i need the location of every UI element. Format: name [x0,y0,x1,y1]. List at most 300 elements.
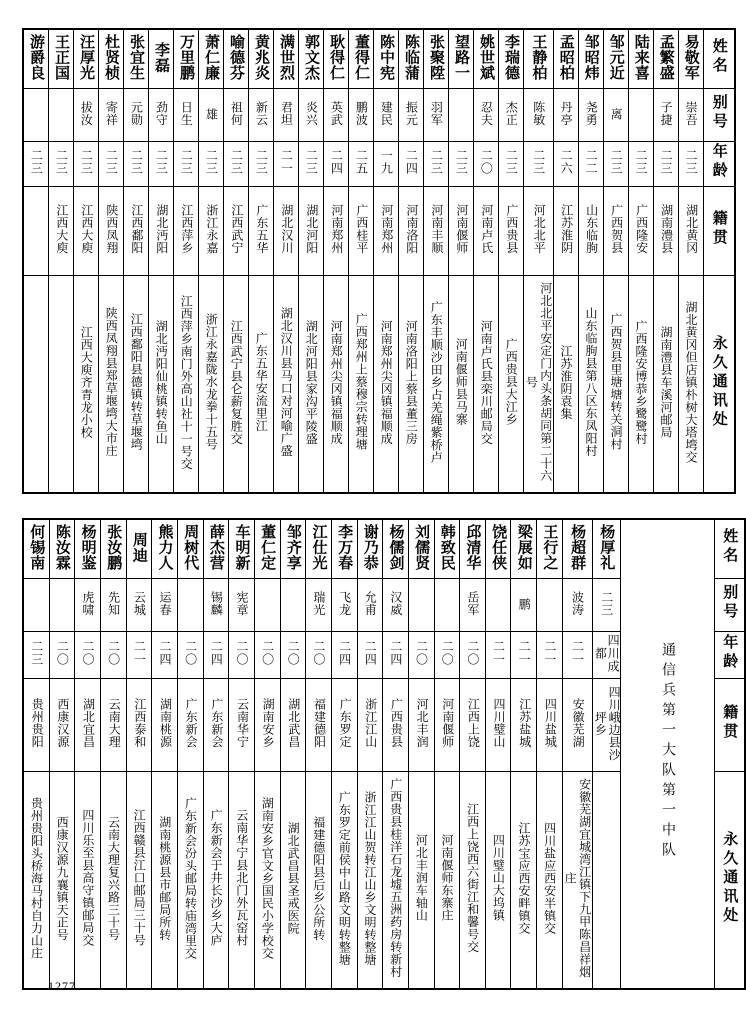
cell-alias [152,579,178,632]
row-name [23,29,735,89]
cell-origin-text: 广西贵县 [504,204,519,254]
cell-name-text: 孟繁盛 [657,33,676,81]
cell-age-text: 二四 [157,640,172,666]
cell-name [349,29,374,89]
cell-name-text: 董仁定 [259,523,278,571]
cell-name-text: 韩致民 [438,523,457,571]
cell-alias [603,89,628,142]
cell-name [249,29,274,89]
cell-name [324,29,349,89]
label-address [703,276,735,494]
cell-address [324,276,349,494]
label-address [714,772,745,990]
cell-alias [75,579,101,632]
cell-name [74,29,99,89]
cell-name [23,519,49,579]
cell-name-text: 孟昭柏 [557,33,576,81]
cell-age-text: 二〇 [106,640,121,666]
cell-origin [357,679,383,772]
cell-alias [224,89,249,142]
cell-origin-text: 浙江永嘉 [204,204,219,254]
cell-origin-text: 河南郑州 [379,204,394,254]
label-age [703,142,735,187]
cell-origin-text: 湖北黄冈 [684,204,699,254]
cell-address-text: 广东罗定前侯中山路文明转整塘 [337,790,352,966]
cell-origin-text: 四川璧山 [492,698,507,748]
cell-address [124,276,149,494]
cell-alias-text: 子捷 [659,100,674,126]
cell-age-text: 二一 [517,640,532,666]
cell-alias [203,579,229,632]
cell-name-text: 董得仁 [352,33,371,81]
cell-name-text: 满世烈 [277,33,296,81]
label-origin [714,679,745,772]
unit-title-text: 通信兵第一大队第一中队 [660,642,677,862]
cell-origin-text: 湖南安乡 [261,698,276,748]
cell-age-text: 二〇 [81,640,95,666]
cell-name-text: 张汝鹏 [105,523,124,571]
cell-age-text: 二三 [229,149,244,175]
label-origin-text: 籍贯 [721,704,740,742]
cell-origin-text: 湖北河阳 [304,204,319,254]
cell-alias-text: 飞龙 [337,590,352,616]
label-name-text: 姓名 [721,528,740,566]
cell-name [424,29,449,89]
cell-name-text: 望路一 [452,33,471,81]
cell-origin [254,679,280,772]
cell-origin-text: 广东五华 [254,204,269,254]
cell-age-text: 二三 [179,149,194,175]
cell-age [474,142,499,187]
cell-origin-text: 湖北武昌 [286,698,301,748]
cell-origin-text: 河南卢氏 [479,204,494,254]
cell-name [511,519,537,579]
cell-age-text: 二三 [204,149,219,175]
cell-origin [74,187,99,276]
cell-name-text: 何锡南 [28,523,47,571]
cell-address-text: 湖南澧县车溪河邮局 [658,325,673,439]
cell-address-text: 湖北沔阳仙桃镇转鱼山 [154,319,169,445]
cell-address-text: 云南华宁县北门外瓦窑村 [234,809,249,947]
cell-age-text: 二三 [104,149,119,175]
cell-origin-text: 湖北汉川 [279,204,294,254]
cell-name-text: 杨厚礼 [598,523,617,571]
cell-alias-text: 杰正 [504,100,519,126]
cell-age-text: 四川成都 [593,633,621,673]
cell-alias [357,579,383,632]
cell-origin-text: 河南丰顺 [429,204,444,254]
cell-origin [249,187,274,276]
cell-age-text: 二五 [354,149,369,175]
cell-origin-text: 湖北宜昌 [81,698,96,748]
cell-alias [678,89,703,142]
cell-age-text: 二三 [29,149,44,175]
cell-name-text: 邱清华 [464,523,483,571]
cell-name [374,29,399,89]
cell-age [177,632,203,679]
cell-address [274,276,299,494]
cell-age-text: 二三 [29,640,44,666]
cell-name-text: 喻德芬 [227,33,246,81]
cell-origin [49,187,74,276]
cell-address-text: 四川乐至县高守镇邮局交 [80,809,95,947]
cell-address [306,772,332,990]
cell-name [449,29,474,89]
cell-alias [628,89,653,142]
cell-alias-text: 汉威 [388,590,403,616]
cell-address [578,276,603,494]
cell-address-text: 陕西凤翔县郑草堰塆大市庄 [104,307,119,457]
label-alias-text: 别号 [721,584,740,622]
cell-age-text: 二〇 [234,640,249,666]
cell-alias-text: 允甫 [363,590,378,616]
cell-name [460,519,486,579]
cell-address-text: 浙江江山贺转江山乡文明转整塘 [363,790,378,966]
cell-alias [553,89,578,142]
cell-age-text: 一九 [379,149,394,175]
cell-origin [324,187,349,276]
cell-alias-text: 忍夫 [479,100,494,126]
cell-origin-text: 江西萍乡 [179,204,194,254]
cell-age [399,142,424,187]
cell-address [74,276,99,494]
cell-origin [75,679,101,772]
cell-address [126,772,152,990]
cell-name-text: 邹齐享 [284,523,303,571]
cell-alias-text: 炎兴 [304,100,319,126]
cell-age-text: 二〇 [260,640,275,666]
cell-age-text: 二四 [209,640,224,666]
cell-age [274,142,299,187]
cell-name [537,519,563,579]
cell-alias-text: 锡麟 [209,590,224,616]
cell-age [299,142,324,187]
cell-name-text: 黄兆炎 [252,33,271,81]
cell-origin [199,187,224,276]
cell-alias [499,89,524,142]
cell-alias-text: 元勋 [129,100,144,126]
cell-address [99,276,124,494]
cell-name [99,29,124,89]
cell-alias [199,89,224,142]
cell-address-text: 广东新会汾头邮局转庙湾里交 [183,796,198,960]
cell-age-text: 二三 [504,149,519,175]
cell-alias [434,579,460,632]
cell-origin [408,679,434,772]
cell-age-text: 二〇 [465,640,480,666]
cell-origin [174,187,199,276]
cell-age [553,142,578,187]
cell-origin-text: 陕西凤翔 [104,204,119,254]
cell-origin [23,187,49,276]
cell-alias [177,579,203,632]
cell-name-text: 梁展如 [515,523,534,571]
cell-address [434,772,460,990]
cell-origin [274,187,299,276]
cell-origin [603,187,628,276]
cell-name-text: 江仕光 [310,523,329,571]
cell-address [177,772,203,990]
cell-origin-text: 湖南澧县 [659,204,674,254]
cell-age-text: 二三 [54,149,69,175]
cell-origin [485,679,511,772]
cell-name [274,29,299,89]
cell-alias-text: 崇吾 [684,100,699,126]
cell-name [562,519,592,579]
cell-name [149,29,174,89]
row-age [23,142,735,187]
cell-alias-text: 宪章 [234,590,249,616]
cell-origin [49,679,75,772]
cell-alias-text: 鹏 [517,598,532,611]
cell-name-text: 陈中宪 [377,33,396,81]
cell-alias [249,89,274,142]
roster-table-top [22,28,736,494]
cell-alias-text: 新云 [254,100,269,126]
cell-origin-text: 广东新会 [184,698,199,748]
cell-name [299,29,324,89]
cell-name-text: 陈临蒲 [402,33,421,81]
cell-address-text: 山东临朐县第八区东凤阳村 [583,307,598,457]
label-name-text: 姓名 [710,38,729,76]
cell-name-text: 李万春 [336,523,355,571]
cell-origin [374,187,399,276]
cell-age [460,632,486,679]
cell-address-text: 江西鄱阳县德镇转草堰塆 [129,313,144,451]
cell-age-text: 二一 [570,640,585,666]
label-age-text: 年龄 [710,143,729,181]
cell-age [99,142,124,187]
cell-age-text: 二一 [279,149,294,175]
cell-address-text: 云南大理复兴路三十号 [106,815,121,941]
cell-name [653,29,678,89]
cell-origin-text: 江西大庾 [54,204,69,254]
cell-address [23,772,49,990]
cell-name [229,519,255,579]
cell-origin [306,679,332,772]
cell-address [229,772,255,990]
cell-alias [274,89,299,142]
cell-address [75,772,101,990]
cell-age [578,142,603,187]
cell-alias [229,579,255,632]
cell-age [203,632,229,679]
cell-name [678,29,703,89]
cell-age [628,142,653,187]
cell-age [524,142,554,187]
cell-age [224,142,249,187]
cell-origin-text: 广西隆安 [634,204,649,254]
cell-origin-text: 湖南桃源 [158,698,173,748]
cell-age [280,632,306,679]
cell-address [100,772,126,990]
label-origin [703,187,735,276]
cell-address [49,772,75,990]
cell-origin [399,187,424,276]
cell-address-text: 河南郑州尖冈镇福顺成 [329,319,344,445]
cell-alias [374,89,399,142]
cell-address-text: 江西武宁县仑薪复胜交 [229,319,244,445]
cell-age [331,632,357,679]
cell-age-text: 二三 [79,149,94,175]
row-address [23,276,735,494]
cell-address-text: 湖北河阳县家沟平陵盛 [304,319,319,445]
cell-address [408,772,434,990]
cell-address-text: 河南卢氏县栾川邮局交 [479,319,494,445]
cell-alias [578,89,603,142]
cell-origin [331,679,357,772]
cell-origin-text: 山东临朐 [584,204,599,254]
cell-name [383,519,409,579]
cell-name-text: 薛杰营 [207,523,226,571]
cell-name-text: 王正国 [52,33,71,81]
cell-name [124,29,149,89]
cell-name [126,519,152,579]
cell-address [383,772,409,990]
cell-address-text: 四川璧山大坞镇 [491,834,506,922]
cell-age [424,142,449,187]
cell-name [628,29,653,89]
cell-age-text: 二三 [609,149,624,175]
cell-origin-text: 浙江江山 [363,698,378,748]
cell-alias-text: 岳军 [465,590,480,616]
cell-origin-text: 云南大理 [107,698,122,748]
cell-alias-text: 二三 [599,590,614,616]
cell-origin [460,679,486,772]
cell-name-text: 熊力人 [156,523,175,571]
cell-origin-text: 贵州贵阳 [30,698,45,748]
cell-age [23,142,49,187]
cell-origin-text: 湖北沔阳 [154,204,169,254]
cell-address [203,772,229,990]
cell-address [23,276,49,494]
cell-origin-text: 江西武宁 [229,204,244,254]
cell-origin [383,679,409,772]
cell-alias-text: 建民 [379,100,394,126]
cell-origin-text: 广西贵县 [389,698,404,748]
cell-origin-text: 江苏盐城 [517,698,532,748]
cell-name-text: 刘儒贤 [413,523,432,571]
cell-age [449,142,474,187]
cell-address-text: 河南偃师东寨庄 [440,834,455,922]
cell-alias-text: 振元 [404,100,419,126]
cell-name-text: 杨明鉴 [79,523,98,571]
cell-age-text: 二四 [363,640,378,666]
cell-origin [177,679,203,772]
cell-alias [408,579,434,632]
cell-alias-text: 虎啸 [81,590,95,616]
cell-address-text: 贵州贵阳头桥海马村自力山庄 [29,796,44,960]
cell-address [460,772,486,990]
cell-origin [280,679,306,772]
cell-name-text: 易敬军 [682,33,701,81]
cell-name-text: 张聚陞 [427,33,446,81]
cell-name [199,29,224,89]
label-alias-text: 别号 [710,94,729,132]
cell-name [254,519,280,579]
cell-address-text: 河南郑州尖冈镇福顺成 [379,319,394,445]
cell-address-text: 江西萍乡南门外高山社十一号交 [179,294,194,470]
label-address-text: 永久通讯处 [710,334,729,430]
cell-name-text: 谢乃恭 [361,523,380,571]
cell-name-text: 游爵良 [27,33,46,81]
cell-age [49,142,74,187]
cell-origin [299,187,324,276]
cell-origin [678,187,703,276]
cell-origin-text: 江苏淮阴 [559,204,574,254]
cell-origin-text: 云南华宁 [235,698,250,748]
cell-address [149,276,174,494]
cell-origin-text: 河南偃师 [454,204,469,254]
cell-address-text: 江苏宝应西安畔镇交 [516,821,531,935]
cell-age-text: 二四 [388,640,403,666]
cell-name [434,519,460,579]
cell-address-text: 河南洛阳上蔡县董三房 [404,319,419,445]
cell-origin [562,679,592,772]
cell-name-text: 王行之 [541,523,560,571]
label-name [714,519,745,579]
cell-age-text: 二三 [531,149,546,175]
cell-address [224,276,249,494]
cell-name [174,29,199,89]
cell-origin-text: 江西大庾 [79,204,94,254]
cell-age [174,142,199,187]
cell-name [177,519,203,579]
cell-origin [511,679,537,772]
cell-alias [99,89,124,142]
cell-age [499,142,524,187]
cell-origin-text: 广东罗定 [338,698,353,748]
cell-address-text: 湖北武昌县圣戒医院 [286,821,301,935]
cell-address [254,772,280,990]
cell-age-text: 二〇 [440,640,455,666]
cell-address [49,276,74,494]
cell-origin [578,187,603,276]
cell-alias [100,579,126,632]
cell-age [306,632,332,679]
cell-origin-text: 福建德阳 [312,698,327,748]
cell-address [511,772,537,990]
cell-address-text: 广东五华安流里江 [254,332,269,432]
cell-name [357,519,383,579]
row-alias [23,89,735,142]
cell-origin-text: 河南郑州 [329,204,344,254]
cell-age-text: 二三 [304,149,319,175]
cell-alias-text: 劲守 [154,100,169,126]
cell-name [49,519,75,579]
cell-name [524,29,554,89]
cell-age-text: 二三 [129,149,144,175]
cell-alias [562,579,592,632]
cell-alias [460,579,486,632]
cell-age-text: 二〇 [414,640,429,666]
cell-name [49,29,74,89]
cell-address-text: 广西隆安博恭乡鹭鹭村 [633,319,648,445]
cell-address-text: 广西贺县里塘塘转关洞村 [608,313,623,451]
cell-age-text: 二三 [634,149,649,175]
cell-alias [383,579,409,632]
cell-address-text: 湖北黄冈但店镇朴树大塔塆交 [683,300,698,464]
cell-address [592,772,621,990]
cell-alias [124,89,149,142]
cell-age-text: 二三 [454,149,469,175]
cell-age [249,142,274,187]
cell-origin [99,187,124,276]
cell-name-text: 陆来喜 [632,33,651,81]
cell-name [499,29,524,89]
cell-name-text: 萧仁廉 [202,33,221,81]
cell-origin-text: 四川峨边县沙坪乡 [593,685,622,761]
